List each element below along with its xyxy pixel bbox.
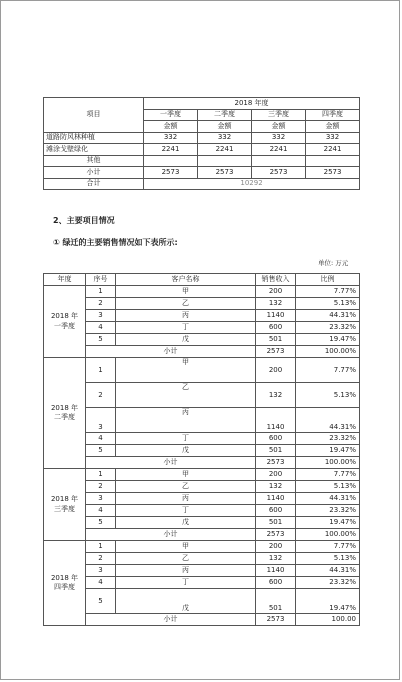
quarter-label: 四季度 <box>54 583 75 591</box>
client-name: 丁 <box>116 322 256 334</box>
year-label: 2018 年 <box>50 403 79 412</box>
column-header: 销售收入 <box>256 274 296 286</box>
row-number: 4 <box>86 505 116 517</box>
table-row <box>44 433 360 445</box>
revenue-cell: 501 <box>256 589 296 614</box>
subtotal-label: 小计 <box>86 457 256 469</box>
table-row <box>44 565 360 577</box>
ratio-cell: 5.13% <box>296 481 360 493</box>
subsection-title: ① 绿迁的主要销售情况如下表所示: <box>53 238 178 247</box>
row-number: 2 <box>86 383 116 408</box>
table-row <box>44 408 360 433</box>
amount-cell <box>252 155 306 167</box>
sales-table <box>43 273 360 626</box>
quarter-header: 四季度 <box>306 109 360 121</box>
table-row <box>44 481 360 493</box>
table-row <box>44 310 360 322</box>
quarter-label: 三季度 <box>54 504 75 513</box>
client-name: 丙 <box>116 408 256 433</box>
quarter-label: 一季度 <box>54 321 75 330</box>
row-number: 5 <box>86 589 116 614</box>
table-row <box>44 144 360 156</box>
subtotal-row <box>44 457 360 469</box>
ratio-cell: 100.00 <box>296 614 360 626</box>
row-number: 2 <box>86 553 116 565</box>
table-row <box>44 505 360 517</box>
client-name: 丁 <box>116 577 256 589</box>
row-number: 1 <box>86 286 116 298</box>
column-header: 序号 <box>86 274 116 286</box>
table-row <box>44 298 360 310</box>
amount-cell: 332 <box>306 132 360 144</box>
revenue-cell: 600 <box>256 433 296 445</box>
amount-cell: 2241 <box>306 144 360 156</box>
amount-cell: 332 <box>144 132 198 144</box>
year-header: 2018 年度 <box>144 98 360 110</box>
revenue-cell: 501 <box>256 334 296 346</box>
table-row <box>44 383 360 408</box>
row-number: 3 <box>86 565 116 577</box>
year-label: 2018 年 <box>50 312 79 321</box>
table-row <box>44 155 360 167</box>
row-number: 3 <box>86 310 116 322</box>
client-name: 甲 <box>116 541 256 553</box>
ratio-cell: 100.00% <box>296 457 360 469</box>
project-name: 道路防风林种植 <box>44 132 144 144</box>
amount-cell: 2241 <box>144 144 198 156</box>
revenue-cell: 1140 <box>256 493 296 505</box>
client-name: 丙 <box>116 493 256 505</box>
ratio-cell: 7.77% <box>296 541 360 553</box>
row-number: 4 <box>86 322 116 334</box>
year-label: 2018 年 <box>50 495 79 504</box>
year-quarter-cell <box>44 286 86 358</box>
row-number: 4 <box>86 433 116 445</box>
ratio-cell: 7.77% <box>296 469 360 481</box>
row-number: 5 <box>86 445 116 457</box>
column-header: 客户名称 <box>116 274 256 286</box>
row-number: 1 <box>86 469 116 481</box>
table-row <box>44 553 360 565</box>
ratio-cell: 5.13% <box>296 553 360 565</box>
client-name: 戊 <box>116 445 256 457</box>
revenue-cell: 1140 <box>256 408 296 433</box>
amount-cell: 2573 <box>252 167 306 179</box>
revenue-cell: 2573 <box>256 457 296 469</box>
table-row <box>44 445 360 457</box>
revenue-cell: 200 <box>256 541 296 553</box>
quarter-label: 二季度 <box>54 413 75 421</box>
revenue-cell: 501 <box>256 445 296 457</box>
client-name: 乙 <box>116 298 256 310</box>
column-header: 比例 <box>296 274 360 286</box>
subtotal-label: 小计 <box>86 614 256 626</box>
table-row <box>44 469 360 481</box>
project-revenue-table <box>43 97 360 190</box>
revenue-cell: 132 <box>256 553 296 565</box>
year-quarter-cell <box>44 358 86 469</box>
client-name: 丁 <box>116 505 256 517</box>
row-number: 2 <box>86 298 116 310</box>
amount-header: 金额 <box>144 121 198 133</box>
table-row <box>44 589 360 614</box>
client-name: 戊 <box>116 589 256 614</box>
table-row <box>44 577 360 589</box>
table-row <box>44 167 360 179</box>
subtotal-row <box>44 346 360 358</box>
client-name: 乙 <box>116 553 256 565</box>
amount-cell: 2241 <box>198 144 252 156</box>
ratio-cell: 5.13% <box>296 383 360 408</box>
revenue-cell: 1140 <box>256 565 296 577</box>
revenue-cell: 200 <box>256 358 296 383</box>
ratio-cell: 44.31% <box>296 310 360 322</box>
row-number: 3 <box>86 493 116 505</box>
client-name: 甲 <box>116 286 256 298</box>
project-name: 滩涂戈壁绿化 <box>44 144 144 156</box>
revenue-cell: 2573 <box>256 346 296 358</box>
ratio-cell: 19.47% <box>296 334 360 346</box>
table-row <box>44 358 360 383</box>
ratio-cell: 23.32% <box>296 505 360 517</box>
row-number: 1 <box>86 541 116 553</box>
client-name: 丙 <box>116 565 256 577</box>
client-name: 甲 <box>116 358 256 383</box>
client-name: 乙 <box>116 383 256 408</box>
revenue-cell: 600 <box>256 577 296 589</box>
amount-header: 金额 <box>198 121 252 133</box>
ratio-cell: 19.47% <box>296 445 360 457</box>
total-label: 合计 <box>44 178 144 190</box>
ratio-cell: 44.31% <box>296 493 360 505</box>
quarter-header: 一季度 <box>144 109 198 121</box>
year-label: 2018 年 <box>50 573 79 582</box>
client-name: 戊 <box>116 334 256 346</box>
client-name: 乙 <box>116 481 256 493</box>
revenue-cell: 132 <box>256 298 296 310</box>
amount-cell: 332 <box>198 132 252 144</box>
table-row <box>44 322 360 334</box>
amount-cell: 2573 <box>198 167 252 179</box>
total-value: 10292 <box>144 178 360 190</box>
amount-cell <box>198 155 252 167</box>
revenue-cell: 200 <box>256 286 296 298</box>
ratio-cell: 19.47% <box>296 589 360 614</box>
table-row <box>44 334 360 346</box>
project-name: 其他 <box>44 155 144 167</box>
amount-cell: 2573 <box>144 167 198 179</box>
amount-header: 金额 <box>306 121 360 133</box>
ratio-cell: 23.32% <box>296 433 360 445</box>
unit-label: 单位: 万元 <box>318 259 349 267</box>
revenue-cell: 2573 <box>256 614 296 626</box>
table-header-row <box>44 274 360 286</box>
table-row <box>44 517 360 529</box>
section-title: 2、主要项目情况 <box>53 216 115 225</box>
amount-header: 金额 <box>252 121 306 133</box>
year-quarter-cell <box>44 541 86 626</box>
subtotal-row <box>44 529 360 541</box>
revenue-cell: 200 <box>256 469 296 481</box>
ratio-cell: 19.47% <box>296 517 360 529</box>
amount-cell: 332 <box>252 132 306 144</box>
client-name: 丁 <box>116 433 256 445</box>
subtotal-label: 小计 <box>86 346 256 358</box>
table-row <box>44 286 360 298</box>
row-number: 1 <box>86 358 116 383</box>
row-number: 5 <box>86 334 116 346</box>
table-row <box>44 178 360 190</box>
row-number: 3 <box>86 408 116 433</box>
subtotal-label: 小计 <box>86 529 256 541</box>
revenue-cell: 1140 <box>256 310 296 322</box>
ratio-cell: 7.77% <box>296 358 360 383</box>
amount-cell: 2241 <box>252 144 306 156</box>
table-row <box>44 132 360 144</box>
revenue-cell: 132 <box>256 383 296 408</box>
ratio-cell: 44.31% <box>296 565 360 577</box>
quarter-header: 二季度 <box>198 109 252 121</box>
revenue-cell: 2573 <box>256 529 296 541</box>
revenue-cell: 600 <box>256 322 296 334</box>
project-header: 项目 <box>44 98 144 133</box>
amount-cell: 2573 <box>306 167 360 179</box>
subtotal-row <box>44 614 360 626</box>
subtotal-label: 小计 <box>44 167 144 179</box>
quarter-header: 三季度 <box>252 109 306 121</box>
row-number: 4 <box>86 577 116 589</box>
ratio-cell: 7.77% <box>296 286 360 298</box>
table-row <box>44 493 360 505</box>
client-name: 丙 <box>116 310 256 322</box>
year-quarter-cell <box>44 469 86 541</box>
ratio-cell: 23.32% <box>296 577 360 589</box>
ratio-cell: 100.00% <box>296 529 360 541</box>
amount-cell <box>306 155 360 167</box>
client-name: 戊 <box>116 517 256 529</box>
ratio-cell: 23.32% <box>296 322 360 334</box>
client-name: 甲 <box>116 469 256 481</box>
table-row <box>44 541 360 553</box>
row-number: 5 <box>86 517 116 529</box>
column-header: 年度 <box>44 274 86 286</box>
ratio-cell: 100.00% <box>296 346 360 358</box>
ratio-cell: 44.31% <box>296 408 360 433</box>
revenue-cell: 132 <box>256 481 296 493</box>
revenue-cell: 600 <box>256 505 296 517</box>
row-number: 2 <box>86 481 116 493</box>
amount-cell <box>144 155 198 167</box>
ratio-cell: 5.13% <box>296 298 360 310</box>
revenue-cell: 501 <box>256 517 296 529</box>
